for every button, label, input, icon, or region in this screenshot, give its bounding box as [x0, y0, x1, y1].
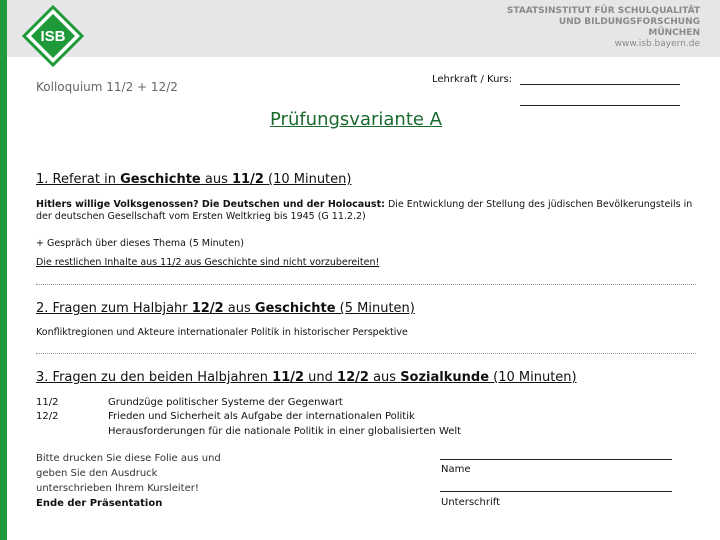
- section3-topic: Grundzüge politischer Systeme der Gegenwart: [108, 397, 343, 408]
- print-note: [36, 451, 221, 511]
- section3-heading: 3. Fragen zu den beiden Halbjahren 11/2 und 12/2 aus Sozialkunde (10 Minuten): [36, 370, 577, 385]
- section3-year: 12/2: [36, 411, 59, 422]
- section3-year: 11/2: [36, 397, 59, 408]
- name-line[interactable]: [440, 459, 672, 460]
- isb-logo: [22, 5, 84, 67]
- name-label: Name: [441, 464, 471, 475]
- section1-extra: + Gespräch über dieses Thema (5 Minuten): [36, 238, 244, 249]
- section1-heading: 1. Referat in Geschichte aus 11/2 (10 Minuten): [36, 172, 352, 187]
- note-line: geben Sie den Ausdruck: [36, 468, 158, 479]
- institute-url: www.isb.bayern.de: [614, 39, 700, 49]
- note-line: unterschrieben Ihrem Kursleiter!: [36, 483, 199, 494]
- section2-topic: Konfliktregionen und Akteure internationaler Politik in historischer Perspektive: [36, 327, 408, 338]
- lehrkraft-line-1[interactable]: [520, 84, 680, 85]
- signature-line[interactable]: [440, 491, 672, 492]
- left-accent-bar: [0, 0, 7, 540]
- institute-line-1: STAATSINSTITUT FÜR SCHULQUALITÄT: [506, 6, 700, 16]
- section1-topic: [36, 199, 696, 223]
- page-title: Prüfungsvariante A: [270, 109, 442, 130]
- kolloquium-label: Kolloquium 11/2 + 12/2: [36, 80, 178, 94]
- separator-1: [36, 284, 696, 285]
- lehrkraft-label: Lehrkraft / Kurs:: [432, 74, 513, 85]
- end-of-presentation: Ende der Präsentation: [36, 498, 163, 509]
- section3-topic: Herausforderungen für die nationale Politik in einer globalisierten Welt: [108, 426, 462, 437]
- note-line: Bitte drucken Sie diese Folie aus und: [36, 453, 221, 464]
- section1-topic-text: Die Entwicklung der Stellung des jüdischen Bevölkerungsteils in der deutschen Gesellschaft vom Ersten Weltkrieg bis 1945 (G 11.2.2): [36, 199, 693, 222]
- signature-label: Unterschrift: [441, 497, 501, 508]
- institute-line-3: MÜNCHEN: [648, 28, 700, 38]
- section3-topic: Frieden und Sicherheit als Aufgabe der internationalen Politik: [108, 411, 415, 422]
- section1-warning: Die restlichen Inhalte aus 11/2 aus Geschichte sind nicht vorzubereiten!: [36, 257, 380, 268]
- lehrkraft-line-2[interactable]: [520, 105, 680, 106]
- section1-topic-title: Hitlers willige Volksgenossen? Die Deutschen und der Holocaust:: [36, 199, 385, 210]
- separator-2: [36, 353, 696, 354]
- logo-text: ISB: [40, 28, 66, 45]
- institute-line-2: UND BILDUNGSFORSCHUNG: [558, 17, 700, 27]
- institute-block: [507, 6, 700, 50]
- section2-heading: 2. Fragen zum Halbjahr 12/2 aus Geschichte (5 Minuten): [36, 301, 415, 316]
